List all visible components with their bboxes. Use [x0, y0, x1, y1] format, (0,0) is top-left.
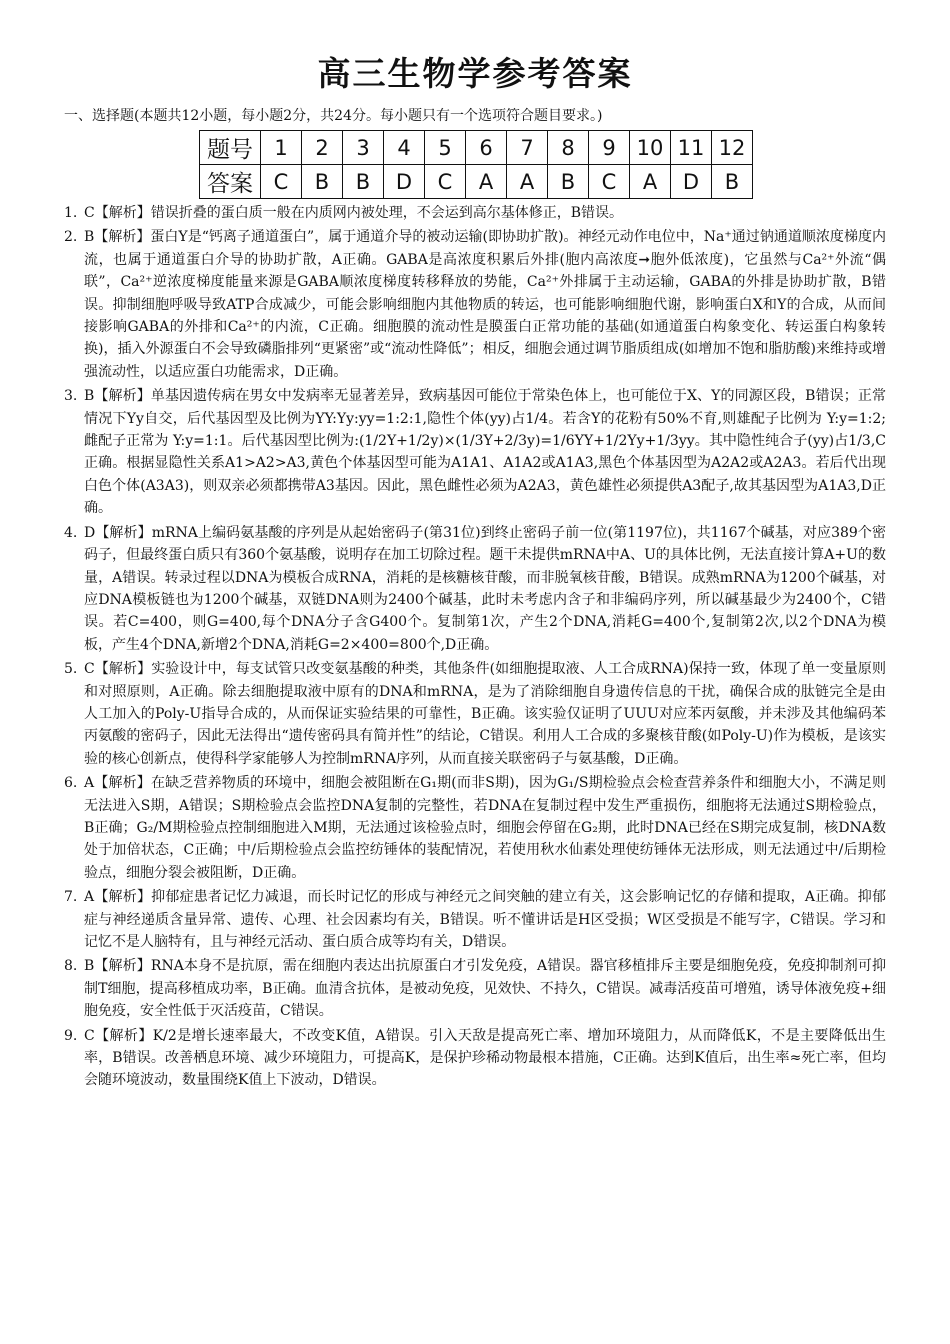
explanation-item	[64, 1025, 886, 1092]
item-number: 5.	[64, 661, 78, 678]
page-title: 高三生物学参考答案	[317, 54, 633, 93]
answer-cell: A	[466, 165, 507, 199]
item-text: A【解析】在缺乏营养物质的环境中，细胞会被阻断在G₁期(而非S期)，因为G₁/S期检验点会检查营养条件和细胞大小，不满足则无法进入S期，A错误；S期检验点会监控DNA复制的完整性，若DNA在复制过程中发生严重损伤，细胞将无法通过S期检验点，B正确；G₂/M期检验点控制细胞进入M期，无法通过该检验点时，细胞会停留在G₂期，此时DNA已经在S期完成复制，核DNA数处于加倍状态，C正确；中/后期检验点会监控纺锤体的装配情况，若使用秋水仙素处理使纺锤体无法形成，则无法通过中/后期检验点，细胞分裂会被阻断，D正确。	[84, 775, 886, 881]
answer-cell: B	[302, 165, 343, 199]
answer-cell: B	[712, 165, 753, 199]
item-number: 8.	[64, 958, 78, 975]
question-number-header: 题号	[200, 131, 261, 165]
item-text: A【解析】抑郁症患者记忆力减退，而长时记忆的形成与神经元之间突触的建立有关，这会影响记忆的存储和提取，A正确。抑郁症与神经递质含量异常、遗传、心理、社会因素均有关，B错误。听不懂讲话是H区受损；W区受损是不能写字，C错误。学习和记忆不是人脑特有，且与神经元活动、蛋白质合成等均有关，D错误。	[84, 889, 886, 950]
item-text: C【解析】错误折叠的蛋白质一般在内质网内被处理，不会运到高尔基体修正，B错误。	[84, 205, 623, 221]
explanation-item	[64, 955, 886, 1022]
explanation-item	[64, 658, 886, 770]
question-number-cell: 12	[712, 131, 753, 165]
item-number: 2.	[64, 229, 78, 246]
answer-cell: A	[507, 165, 548, 199]
explanation-item	[64, 226, 886, 383]
answer-cell: D	[384, 165, 425, 199]
answer-cell: C	[261, 165, 302, 199]
explanation-list	[64, 202, 886, 1094]
item-text: B【解析】单基因遗传病在男女中发病率无显著差异，致病基因可能位于常染色体上，也可能位于X、Y的同源区段，B错误；正常情况下Yy自交，后代基因型及比例为YY:Yy:yy=1:2:1,隐性个体(yy)占1/4。若含Y的花粉有50%不育,则雄配子比例为 Y:y=1:2;雌配子正常为 Y:y=1:1。后代基因型比例为:(1/2Y+1/2y)×(1/3Y+2/3y)=1/6YY+1/2Yy+1/3yy。其中隐性纯合子(yy)占1/3,C正确。根据显隐性关系A1>A2>A3,黄色个体基因型可能为A1A1、A1A2或A1A3,黑色个体基因型为A2A2或A2A3。若后代出现白色个体(A3A3)，则双亲必须都携带A3基因。因此，黑色雌性必须为A2A3，黄色雄性必须提供A3配子,故其基因型为A1A3,D正确。	[84, 388, 886, 517]
question-number-cell: 6	[466, 131, 507, 165]
explanation-item	[64, 772, 886, 884]
item-text: B【解析】蛋白Y是“钙离子通道蛋白”，属于通道介导的被动运输(即协助扩散)。神经元动作电位中，Na⁺通过钠通道顺浓度梯度内流，也属于通道蛋白介导的协助扩散，A正确。GABA是高浓度积累后外排(胞内高浓度➞胞外低浓度)，它虽然与Ca²⁺外流“偶联”，Ca²⁺逆浓度梯度能量来源是GABA顺浓度梯度转移释放的势能，Ca²⁺外排属于主动运输，GABA的外排是协助扩散，B错误。抑制细胞呼吸导致ATP合成减少，可能会影响细胞内其他物质的转运，也可能影响细胞代谢，影响蛋白X和Y的合成，从而间接影响GABA的外排和Ca²⁺的内流，C正确。细胞膜的流动性是膜蛋白正常功能的基础(如通道蛋白构象变化、转运蛋白构象转换)，插入外源蛋白不会导致磷脂排列“更紧密”或“流动性降低”；相反，细胞会通过调节脂质组成(如增加不饱和脂肪酸)来维持或增强流动性，以适应蛋白功能需求，D正确。	[84, 229, 886, 380]
question-number-cell: 9	[589, 131, 630, 165]
question-number-row	[200, 131, 753, 165]
explanation-item	[64, 522, 886, 656]
item-number: 3.	[64, 388, 78, 405]
answer-cell: B	[548, 165, 589, 199]
explanation-item	[64, 385, 886, 519]
question-number-cell: 10	[630, 131, 671, 165]
answer-table	[199, 130, 753, 199]
item-text: C【解析】K/2是增长速率最大，不改变K值，A错误。引入天敌是提高死亡率、增加环境阻力，从而降低K，不是主要降低出生率，B错误。改善栖息环境、减少环境阻力，可提高K，是保护珍稀动物最根本措施，C正确。达到K值后，出生率≈死亡率，但均会随环境波动，数量围绕K值上下波动，D错误。	[84, 1027, 886, 1089]
item-number: 6.	[64, 775, 78, 792]
answer-header: 答案	[200, 165, 261, 199]
question-number-cell: 7	[507, 131, 548, 165]
answer-cell: B	[343, 165, 384, 199]
question-number-cell: 8	[548, 131, 589, 165]
section-heading: 一、选择题(本题共12小题，每小题2分，共24分。每小题只有一个选项符合题目要求。)	[64, 108, 603, 124]
explanation-item	[64, 202, 886, 224]
question-number-cell: 1	[261, 131, 302, 165]
answer-cell: C	[425, 165, 466, 199]
answer-cell: A	[630, 165, 671, 199]
item-text: B【解析】RNA本身不是抗原，需在细胞内表达出抗原蛋白才引发免疫，A错误。器官移植排斥主要是细胞免疫，免疫抑制剂可抑制T细胞，提高移植成功率，B正确。血清含抗体，是被动免疫，见效快、不持久，C错误。减毒活疫苗可增殖，诱导体液免疫+细胞免疫，安全性低于灭活疫苗，C错误。	[84, 958, 886, 1020]
item-number: 9.	[64, 1027, 78, 1044]
question-number-cell: 11	[671, 131, 712, 165]
item-text: C【解析】实验设计中，每支试管只改变氨基酸的种类，其他条件(如细胞提取液、人工合成RNA)保持一致，体现了单一变量原则和对照原则，A正确。除去细胞提取液中原有的DNA和mRNA，是为了消除细胞自身遗传信息的干扰，确保合成的肽链完全是由人工加入的Poly-U指导合成的，从而保证实验结果的可靠性，B正确。该实验仅证明了UUU对应苯丙氨酸，并未涉及其他编码苯丙氨酸的密码子，因此无法得出“遗传密码具有简并性”的结论，C错误。利用人工合成的多聚核苷酸(如Poly-U)作为模板，是该实验的核心创新点，使得科学家能够人为控制mRNA序列，从而直接关联密码子与氨基酸，D正确。	[84, 661, 886, 767]
answer-row	[200, 165, 753, 199]
answer-cell: D	[671, 165, 712, 199]
question-number-cell: 2	[302, 131, 343, 165]
item-number: 1.	[64, 205, 78, 221]
answer-cell: C	[589, 165, 630, 199]
question-number-cell: 3	[343, 131, 384, 165]
question-number-cell: 5	[425, 131, 466, 165]
item-number: 4.	[64, 524, 78, 541]
item-number: 7.	[64, 889, 78, 906]
explanation-item	[64, 886, 886, 953]
question-number-cell: 4	[384, 131, 425, 165]
item-text: D【解析】mRNA上编码氨基酸的序列是从起始密码子(第31位)到终止密码子前一位(第1197位)，共1167个碱基，对应389个密码子，但最终蛋白质只有360个氨基酸，说明存在加工切除过程。题干未提供mRNA中A、U的具体比例，无法直接计算A+U的数量，A错误。转录过程以DNA为模板合成RNA，消耗的是核糖核苷酸，而非脱氧核苷酸，B错误。成熟mRNA为1200个碱基，对应DNA模板链也为1200个碱基，双链DNA则为2400个碱基，此时未考虑内含子和非编码序列，所以碱基最少为2400个，C错误。若C=400，则G=400,每个DNA分子含G400个。复制第1次，产生2个DNA,消耗G=400个,复制第2次,以2个DNA为模板，产生4个DNA,新增2个DNA,消耗G=2×400=800个,D正确。	[84, 524, 886, 653]
